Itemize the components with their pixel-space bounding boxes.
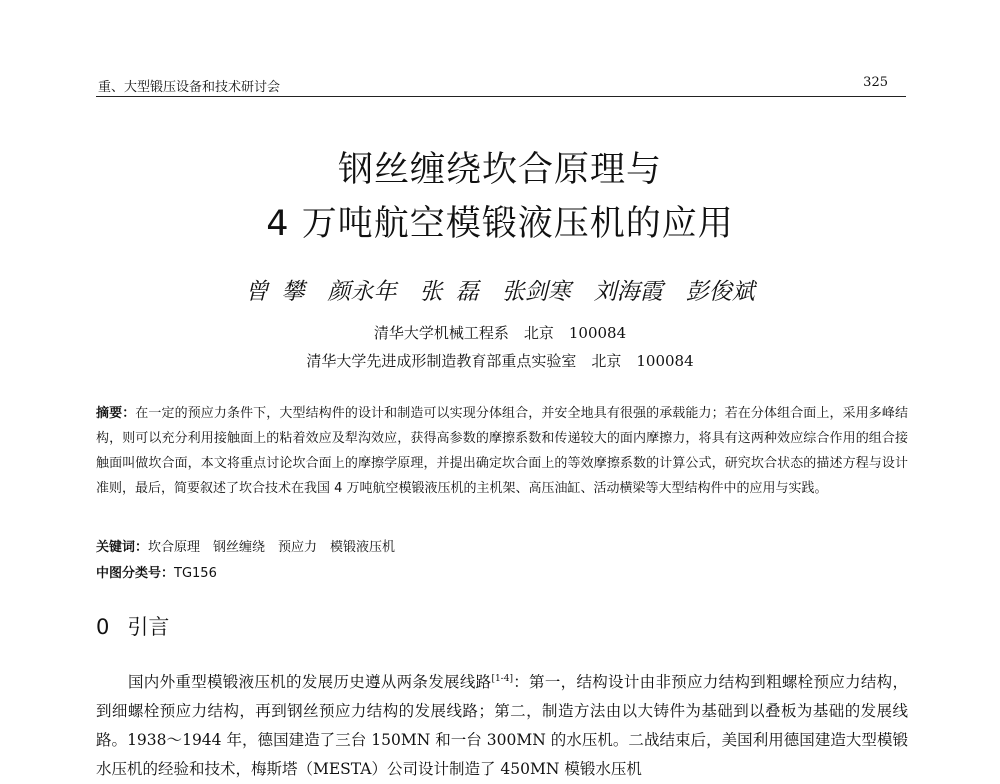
intro-text-after-ref: ：第一，结构设计由非预应力结构到粗螺栓预应力结构，到细螺栓预应力结构，再到钢丝预应力结构的发展线路；第二，制造方法由以大铸件为基础到以叠板为基础的发展线路。1938～1944 年，德国建造了三台 150MN 和一台 300MN 的水压机。二战结束后，美国利用德国建造大型模锻水压机的经验和技术，梅斯塔（MESTA）公司设计制造了 450MN 模锻水压机 [96,673,908,778]
author-list: 曾 攀 颜永年 张 磊 张剑寒 刘海霞 彭俊斌 [245,279,755,305]
citation-ref[interactable]: [1-4] [491,673,513,684]
affiliation-1: 清华大学机械工程系 北京 100084 [373,324,627,342]
abstract-label: 摘要： [96,406,136,421]
keywords [96,536,908,555]
affiliation-2: 清华大学先进成形制造教育部重点实验室 北京 100084 [306,352,694,370]
classification [96,562,908,581]
classification-code: TG156 [174,566,217,581]
paper-title-line-2: 4 万吨航空模锻液压机的应用 [266,204,734,244]
abstract [96,401,908,501]
section-number: 0 [96,615,110,639]
intro-text-before-ref: 国内外重型模锻液压机的发展历史遵从两条发展线路 [128,673,492,691]
keywords-label: 关键词： [96,540,149,555]
paper-title-line-1: 钢丝缠绕坎合原理与 [337,150,662,190]
section-title: 引言 [127,615,170,639]
abstract-text: 在一定的预应力条件下，大型结构件的设计和制造可以实现分体组合，并安全地具有很强的承载能力；若在分体组合面上，采用多峰结构，则可以充分利用接触面上的粘着效应及犁沟效应，获得高参数的摩擦系数和传递较大的面内摩擦力，将具有这两种效应综合作用的组合接触面叫做坎合面，本文将重点讨论坎合面上的摩擦学原理，并提出确定坎合面上的等效摩擦系数的计算公式，研究坎合状态的描述方程与设计准则，最后，简要叙述了坎合技术在我国 4 万吨航空模锻液压机的主机架、高压油缸、活动横梁等大型结构件中的应用与实践。 [96,406,908,496]
intro-paragraph [96,668,908,784]
classification-label: 中图分类号： [96,566,175,581]
running-head [96,74,906,97]
running-head-title: 重、大型锻压设备和技术研讨会 [98,80,281,95]
page-number: 325 [863,75,888,90]
keywords-text: 坎合原理 钢丝缠绕 预应力 模锻液压机 [148,540,396,555]
section-heading [96,611,169,641]
